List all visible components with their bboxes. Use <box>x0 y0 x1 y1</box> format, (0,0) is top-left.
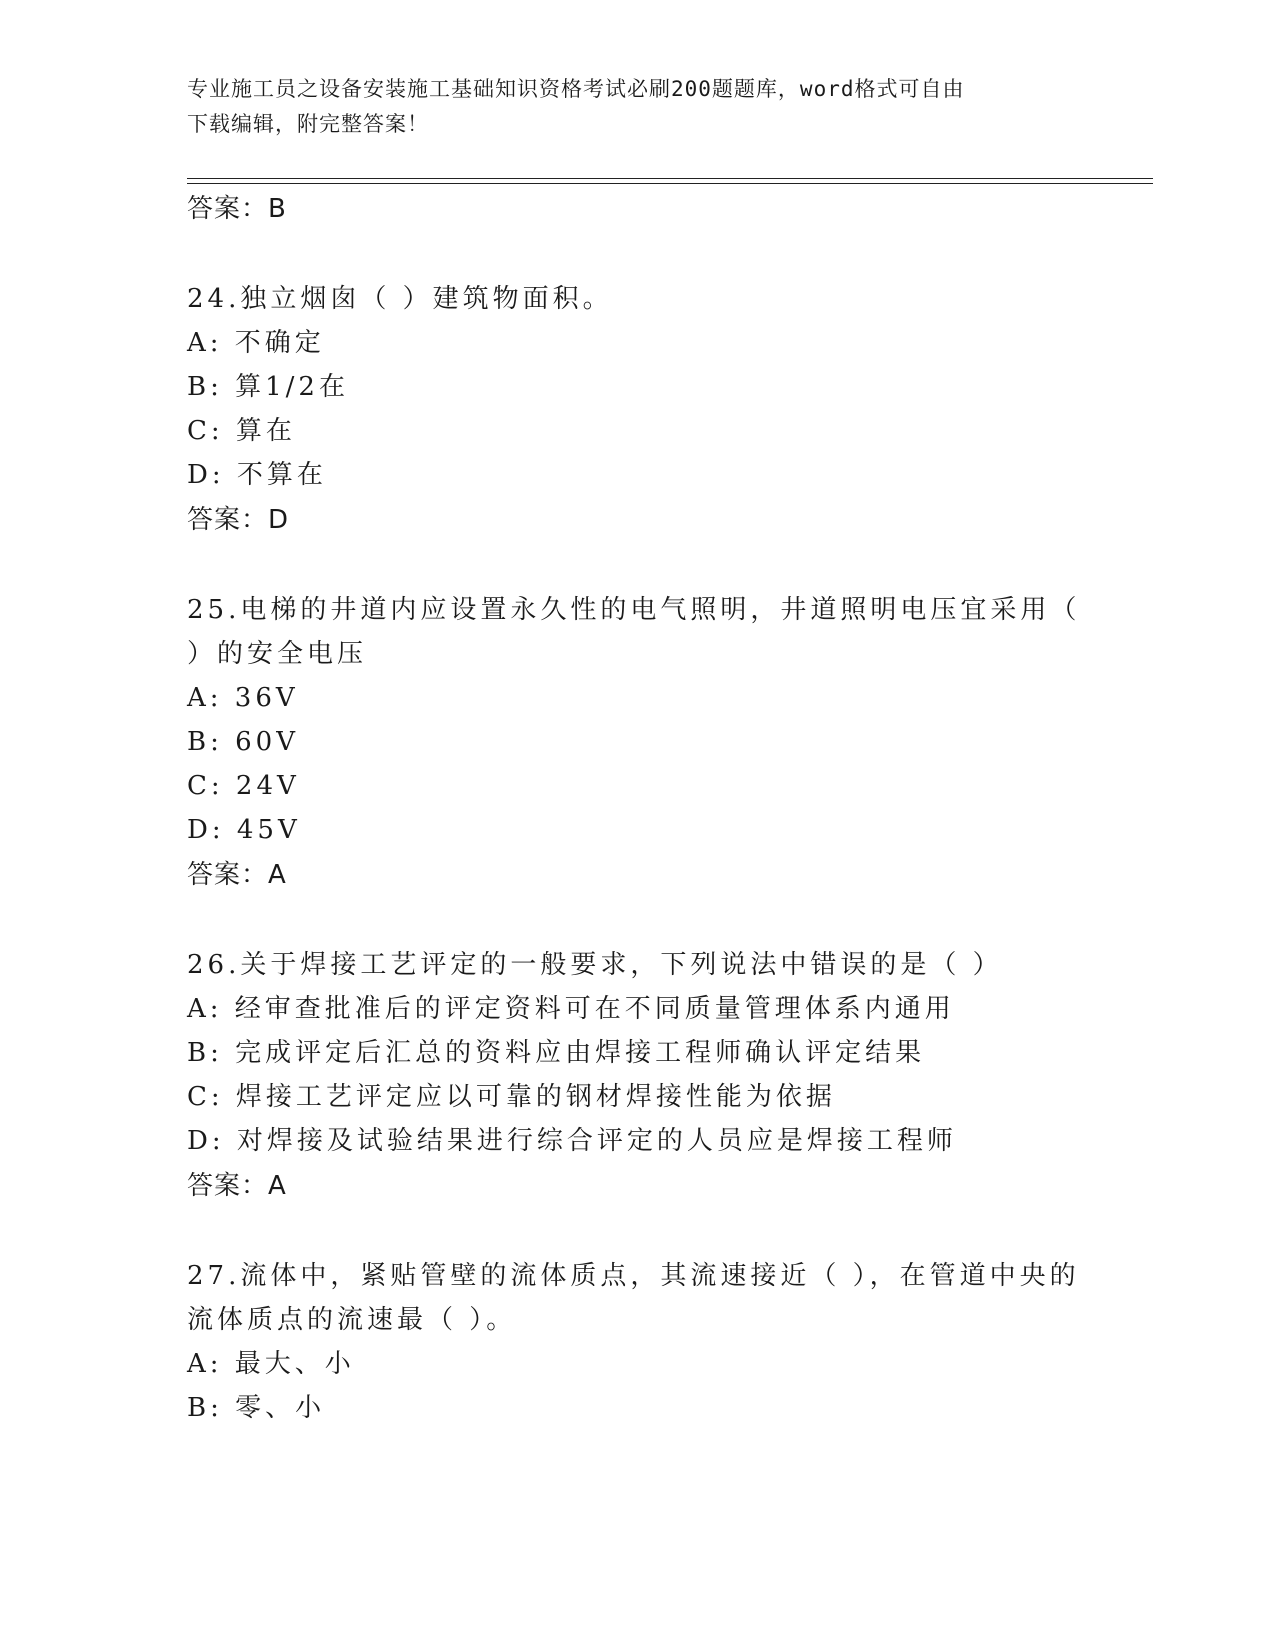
question-26-answer: 答案：A <box>187 1171 287 1201</box>
question-24-option-c: C: 算在 <box>187 416 296 446</box>
header-line-1: 专业施工员之设备安装施工基础知识资格考试必刷200题题库，word格式可自由 <box>187 77 965 101</box>
question-26-option-c: C: 焊接工艺评定应以可靠的钢材焊接性能为依据 <box>187 1082 836 1112</box>
question-27-option-b: B: 零、小 <box>187 1393 326 1423</box>
answer-prev-question: 答案：B <box>187 194 287 224</box>
document-header <box>187 72 1067 142</box>
header-line-2: 下载编辑，附完整答案！ <box>187 112 429 136</box>
question-24-option-b: B: 算1/2在 <box>187 372 349 402</box>
question-26-option-b: B: 完成评定后汇总的资料应由焊接工程师确认评定结果 <box>187 1038 926 1068</box>
question-24-option-d: D: 不算在 <box>187 460 327 490</box>
question-25-option-d: D: 45V <box>187 815 301 845</box>
header-divider-top <box>187 178 1153 179</box>
question-25-stem-line-2: ）的安全电压 <box>187 639 368 669</box>
question-27-option-a: A: 最大、小 <box>187 1349 355 1379</box>
question-27-stem-line-1: 27.流体中，紧贴管壁的流体质点，其流速接近（ ），在管道中央的 <box>187 1261 1080 1291</box>
question-25-answer: 答案：A <box>187 860 287 890</box>
question-26-stem: 26.关于焊接工艺评定的一般要求，下列说法中错误的是（ ） <box>187 950 1003 980</box>
question-25-option-b: B: 60V <box>187 727 299 757</box>
question-25-option-c: C: 24V <box>187 771 300 801</box>
question-27-stem-line-2: 流体质点的流速最（ ）。 <box>187 1305 517 1335</box>
question-25-option-a: A: 36V <box>187 683 299 713</box>
question-26-option-a: A: 经审查批准后的评定资料可在不同质量管理体系内通用 <box>187 994 955 1024</box>
question-24-stem: 24.独立烟囱（ ）建筑物面积。 <box>187 284 613 314</box>
question-26-option-d: D: 对焊接及试验结果进行综合评定的人员应是焊接工程师 <box>187 1126 957 1156</box>
question-25-stem-line-1: 25.电梯的井道内应设置永久性的电气照明，井道照明电压宜采用（ <box>187 595 1081 625</box>
question-24-option-a: A: 不确定 <box>187 328 325 358</box>
header-divider-bottom <box>187 183 1153 184</box>
question-24-answer: 答案：D <box>187 505 290 535</box>
